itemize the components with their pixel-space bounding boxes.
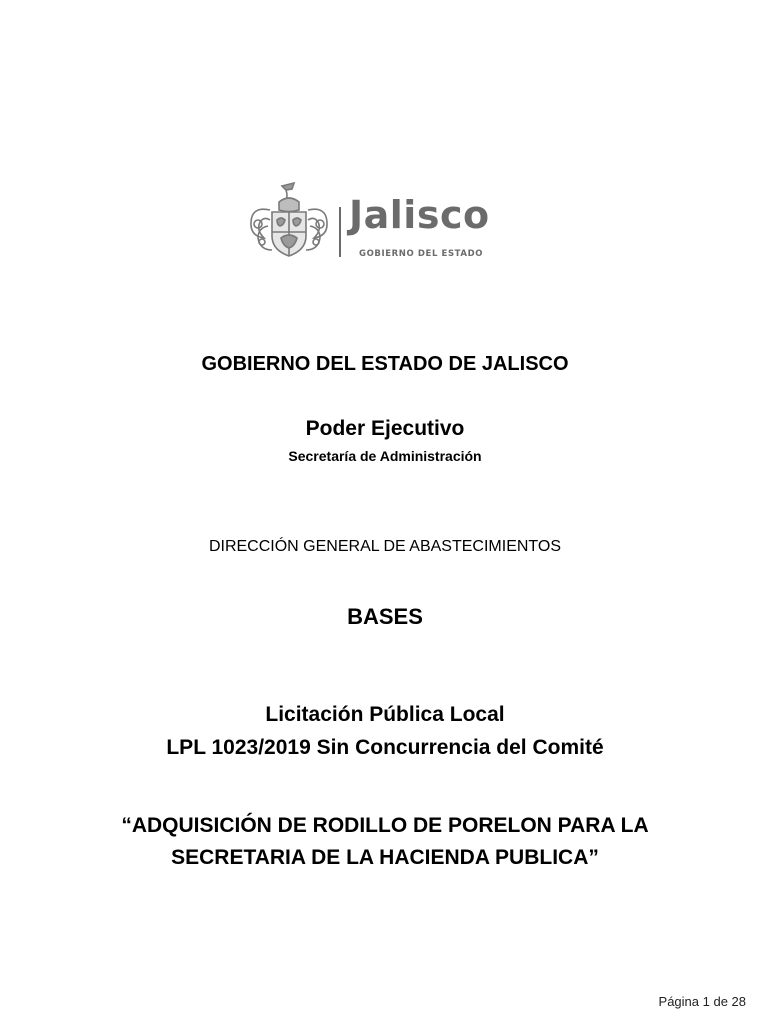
subject-line-1: “ADQUISICIÓN DE RODILLO DE PORELON PARA LA bbox=[121, 814, 649, 837]
page-number: Página 1 de 28 bbox=[658, 994, 746, 1009]
logo-subtitle: GOBIERNO DEL ESTADO bbox=[359, 249, 484, 259]
coat-of-arms-icon bbox=[246, 180, 332, 264]
logo-divider bbox=[339, 207, 341, 257]
bases-heading: BASES bbox=[347, 604, 423, 629]
tender-id: LPL 1023/2019 Sin Concurrencia del Comité bbox=[166, 736, 604, 759]
jalisco-logo bbox=[246, 180, 516, 264]
tender-type: Licitación Pública Local bbox=[265, 703, 505, 726]
government-title: GOBIERNO DEL ESTADO DE JALISCO bbox=[201, 353, 569, 375]
secretariat-subtitle: Secretaría de Administración bbox=[288, 448, 482, 464]
directorate-title: DIRECCIÓN GENERAL DE ABASTECIMIENTOS bbox=[208, 538, 562, 555]
logo-wordmark: Jalisco bbox=[349, 193, 490, 237]
branch-title: Poder Ejecutivo bbox=[305, 417, 465, 440]
subject-line-2: SECRETARIA DE LA HACIENDA PUBLICA” bbox=[171, 846, 599, 869]
